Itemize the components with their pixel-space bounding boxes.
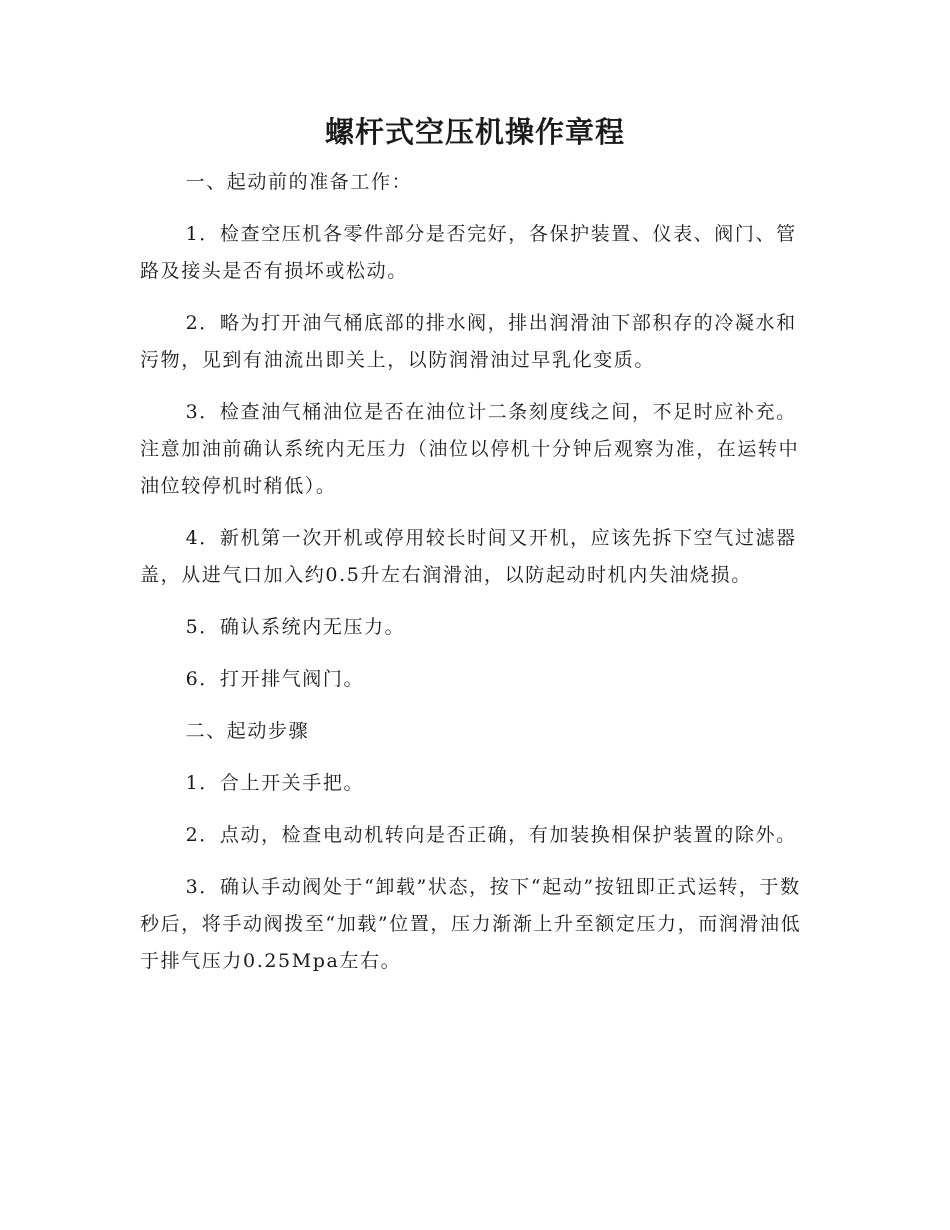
section-heading-preparation: 一、起动前的准备工作： xyxy=(185,171,413,193)
paragraph-prep-step-6: 6．打开排气阀门。 xyxy=(185,668,365,690)
paragraph-startup-step-1: 1．合上开关手把。 xyxy=(185,772,365,794)
paragraph-startup-step-2: 2．点动，检查电动机转向是否正确，有加装换相保护装置的除外。 xyxy=(185,824,797,846)
document-title: 螺杆式空压机操作章程 xyxy=(324,115,625,149)
paragraph-prep-step-1: 1．检查空压机各零件部分是否完好，各保护装置、仪表、阀门、管路及接头是否有损坏或松动。 xyxy=(140,223,797,282)
paragraph-startup-step-3: 3．确认手动阀处于“卸载”状态，按下“起动”按钮即正式运转，于数秒后，将手动阀拨至“加载”位置，压力渐渐上升至额定压力，而润滑油低于排气压力0.25Mpa左右。 xyxy=(140,876,802,972)
paragraph-prep-step-3: 3．检查油气桶油位是否在油位计二条刻度线之间，不足时应补充。注意加油前确认系统内无压力（油位以停机十分钟后观察为准，在运转中油位较停机时稍低）。 xyxy=(140,401,800,497)
paragraph-prep-step-2: 2．略为打开油气桶底部的排水阀，排出润滑油下部积存的冷凝水和污物，见到有油流出即关上，以防润滑油过早乳化变质。 xyxy=(140,312,797,371)
paragraph-prep-step-4: 4．新机第一次开机或停用较长时间又开机，应该先拆下空气过滤器盖，从进气口加入约0.5升左右润滑油，以防起动时机内失油烧损。 xyxy=(140,527,797,586)
paragraph-prep-step-5: 5．确认系统内无压力。 xyxy=(185,616,406,638)
section-heading-startup: 二、起动步骤 xyxy=(185,720,310,742)
document-body xyxy=(140,164,810,995)
